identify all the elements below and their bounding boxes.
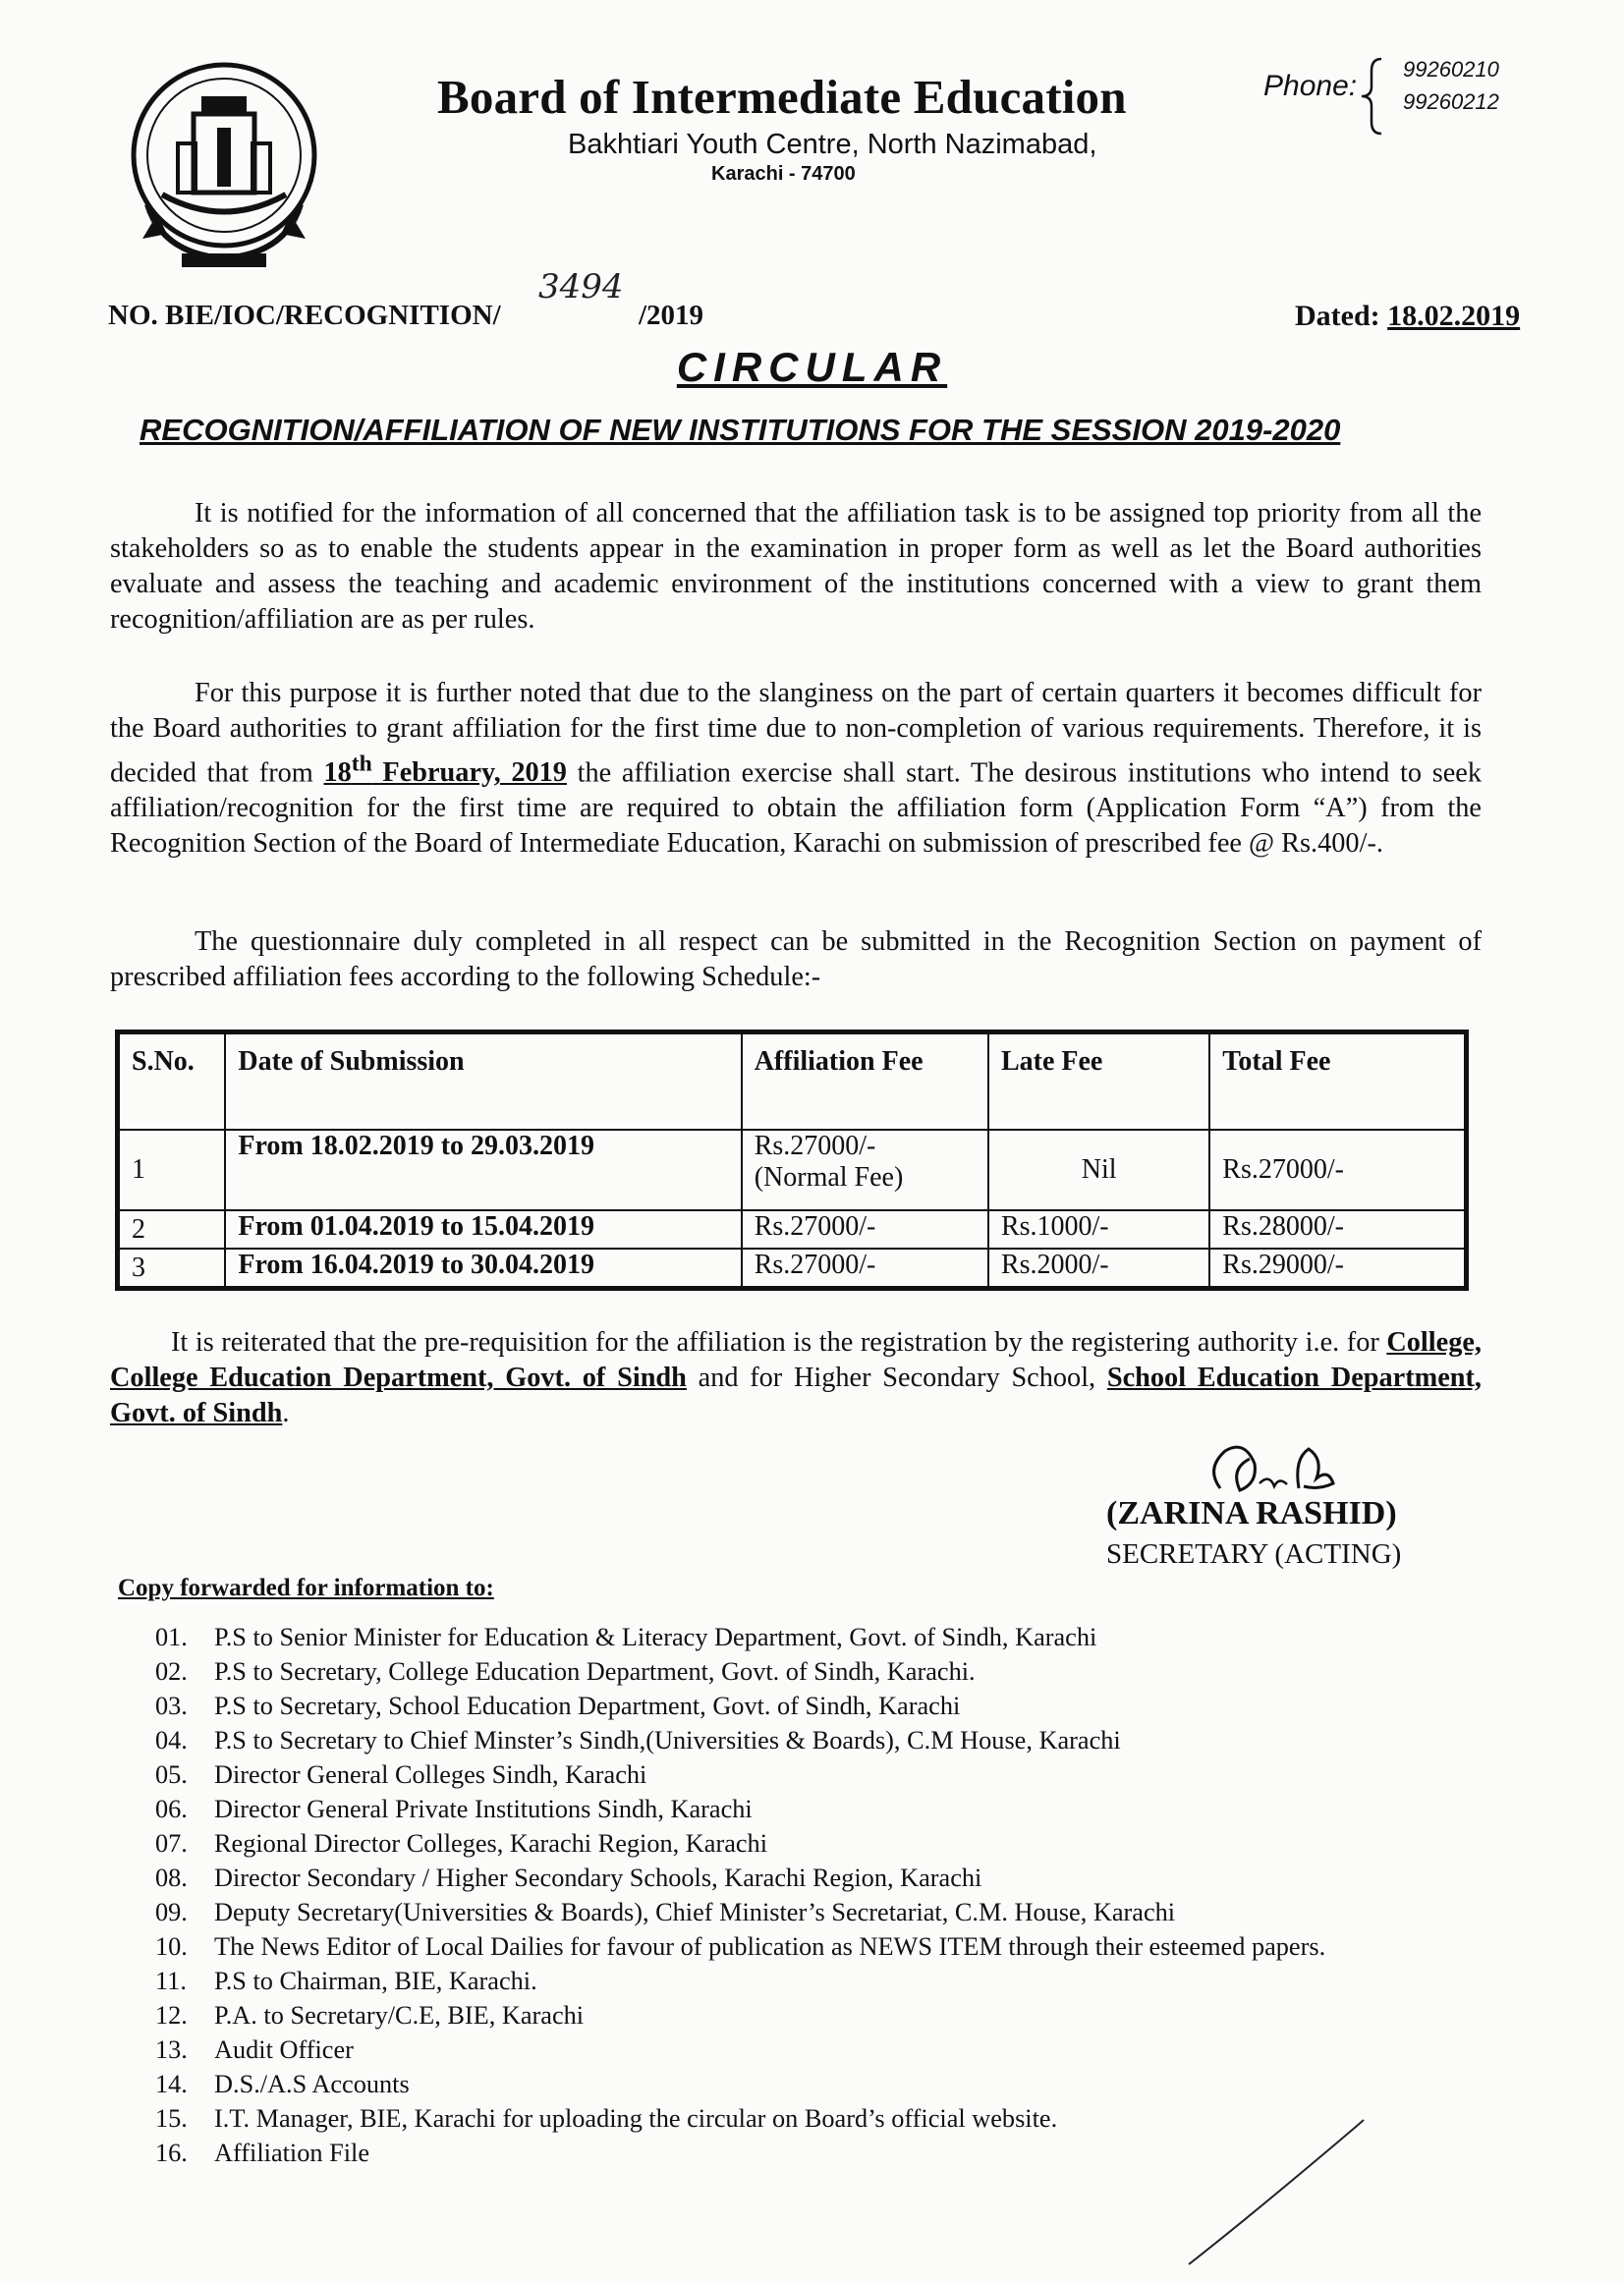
list-item-text: Director Secondary / Higher Secondary Schools, Karachi Region, Karachi xyxy=(214,1864,982,1892)
list-item-number: 16. xyxy=(155,2139,188,2167)
board-seal-logo xyxy=(123,57,329,293)
list-item-text: P.S to Secretary, College Education Department, Govt. of Sindh, Karachi. xyxy=(214,1657,976,1686)
table-row xyxy=(118,1249,1467,1289)
list-item-text: Affiliation File xyxy=(214,2139,370,2167)
pen-stroke-mark xyxy=(1179,2112,1375,2269)
list-item-text: Director General Colleges Sindh, Karachi xyxy=(214,1760,647,1789)
date-line xyxy=(1295,300,1520,333)
list-item-text: Deputy Secretary(Universities & Boards), Chief Minister’s Secretariat, C.M. House, Karachi xyxy=(214,1898,1176,1926)
list-item xyxy=(155,1998,1432,2033)
start-date-month-year: February, 2019 xyxy=(371,757,567,789)
list-item-number: 02. xyxy=(155,1657,188,1686)
cell-late-fee: Nil xyxy=(988,1130,1209,1210)
list-item xyxy=(155,2033,1432,2067)
start-date-day: 18 xyxy=(323,757,352,789)
paragraph-1-text: It is notified for the information of all concerned that the affiliation task is to be assigned top priority from all the stakeholders so as to enable the students appear in the examination in proper form as well as let the Board authorities evaluate and assess the teaching and academic environment of the institutions concerned with a view to grant them recognition/affiliation are as per rules. xyxy=(110,498,1482,635)
address-line-1: Bakhtiari Youth Centre, North Nazimabad, xyxy=(568,129,1097,160)
list-item xyxy=(155,1620,1432,1654)
cell-date: From 18.02.2019 to 29.03.2019 xyxy=(225,1130,741,1210)
cell-sno: 2 xyxy=(118,1210,226,1249)
list-item-text: Director General Private Institutions Sindh, Karachi xyxy=(214,1795,753,1823)
cell-affiliation-fee: Rs.27000/- xyxy=(742,1249,988,1289)
list-item-number: 15. xyxy=(155,2104,188,2133)
list-item-number: 12. xyxy=(155,2001,188,2030)
brace-icon xyxy=(1354,57,1393,136)
cell-sno: 3 xyxy=(118,1249,226,1289)
handwritten-reference-number: 3494 xyxy=(538,267,624,306)
list-item xyxy=(155,2067,1432,2101)
list-item-number: 09. xyxy=(155,1898,188,1926)
list-item xyxy=(155,1861,1432,1895)
list-item-text: P.S to Chairman, BIE, Karachi. xyxy=(214,1967,537,1995)
signatory-name: (ZARINA RASHID) xyxy=(1106,1495,1397,1532)
copy-forwarded-heading: Copy forwarded for information to: xyxy=(118,1575,494,1601)
fee-note: (Normal Fee) xyxy=(754,1162,904,1193)
header-affiliation-fee: Affiliation Fee xyxy=(742,1032,988,1131)
list-item-number: 14. xyxy=(155,2070,188,2098)
list-item-text: P.A. to Secretary/C.E, BIE, Karachi xyxy=(214,2001,585,2030)
list-item-text: D.S./A.S Accounts xyxy=(214,2070,410,2098)
signatory-title: SECRETARY (ACTING) xyxy=(1106,1538,1402,1570)
paragraph-2 xyxy=(110,676,1482,862)
dated-label: Dated: xyxy=(1295,300,1380,332)
list-item-number: 10. xyxy=(155,1932,188,1961)
cell-affiliation-fee xyxy=(742,1130,988,1210)
list-item-text: I.T. Manager, BIE, Karachi for uploading the circular on Board’s official website. xyxy=(214,2104,1058,2133)
list-item xyxy=(155,1895,1432,1929)
cell-sno: 1 xyxy=(118,1130,226,1210)
cell-late-fee: Rs.2000/- xyxy=(988,1249,1209,1289)
paragraph-4 xyxy=(110,1325,1482,1431)
dated-value: 18.02.2019 xyxy=(1387,300,1521,332)
list-item-number: 06. xyxy=(155,1795,188,1823)
header-sno: S.No. xyxy=(118,1032,226,1131)
list-item-number: 01. xyxy=(155,1623,188,1651)
phone-number-2: 99260212 xyxy=(1403,89,1499,114)
list-item-number: 08. xyxy=(155,1864,188,1892)
copy-forwarded-list xyxy=(155,1620,1432,2170)
start-date-suffix: th xyxy=(351,752,372,777)
table-header-row xyxy=(118,1032,1467,1131)
header-late-fee: Late Fee xyxy=(988,1032,1209,1131)
college-authority: College, College Education Department, Govt. of Sindh xyxy=(110,1327,1482,1393)
fee-amount: Rs.27000/- xyxy=(754,1131,876,1161)
list-item xyxy=(155,1929,1432,1964)
list-item-text: The News Editor of Local Dailies for favour of publication as NEWS ITEM through their esteemed papers. xyxy=(214,1932,1326,1961)
list-item xyxy=(155,1792,1432,1826)
paragraph-4-text-b: and for Higher Secondary School, xyxy=(686,1363,1107,1393)
table-row xyxy=(118,1210,1467,1249)
cell-date: From 01.04.2019 to 15.04.2019 xyxy=(225,1210,741,1249)
list-item xyxy=(155,1826,1432,1861)
list-item-text: Regional Director Colleges, Karachi Region, Karachi xyxy=(214,1829,767,1858)
start-date xyxy=(323,752,567,789)
paragraph-2-text-b: the affiliation exercise shall start. The desirous institutions who intend to seek affiliation/recognition for the first time are required to obtain the affiliation form (Application Form “A”) from the Recognition Section of the Board of Intermediate Education, Karachi on submission of prescribed fee @ Rs.400/-. xyxy=(110,757,1482,860)
cell-date: From 16.04.2019 to 30.04.2019 xyxy=(225,1249,741,1289)
paragraph-1 xyxy=(110,496,1482,638)
list-item xyxy=(155,1757,1432,1792)
cell-late-fee: Rs.1000/- xyxy=(988,1210,1209,1249)
list-item xyxy=(155,1654,1432,1689)
reference-number: NO. BIE/IOC/RECOGNITION/ xyxy=(108,300,501,331)
header-total-fee: Total Fee xyxy=(1209,1032,1466,1131)
phone-number-1: 99260210 xyxy=(1403,57,1499,82)
circular-title: CIRCULAR xyxy=(676,344,948,390)
list-item-text: P.S to Secretary to Chief Minster’s Sindh,(Universities & Boards), C.M House, Karachi xyxy=(214,1726,1121,1755)
organization-name: Board of Intermediate Education xyxy=(437,70,1127,124)
list-item xyxy=(155,1723,1432,1757)
paragraph-4-text-a: It is reiterated that the pre-requisition for the affiliation is the registration by the registering authority i.e. for xyxy=(171,1327,1387,1358)
list-item-number: 07. xyxy=(155,1829,188,1858)
list-item-text: P.S to Senior Minister for Education & Literacy Department, Govt. of Sindh, Karachi xyxy=(214,1623,1097,1651)
list-item xyxy=(155,1689,1432,1723)
cell-total-fee: Rs.28000/- xyxy=(1209,1210,1466,1249)
list-item-number: 11. xyxy=(155,1967,187,1995)
paragraph-4-text-c: . xyxy=(282,1398,290,1428)
list-item-number: 04. xyxy=(155,1726,188,1755)
cell-affiliation-fee: Rs.27000/- xyxy=(742,1210,988,1249)
list-item-text: Audit Officer xyxy=(214,2035,354,2064)
paragraph-3 xyxy=(110,924,1482,995)
school-authority: School Education Department, Govt. of Sindh xyxy=(110,1363,1482,1428)
list-item-number: 13. xyxy=(155,2035,188,2064)
list-item-text: P.S to Secretary, School Education Department, Govt. of Sindh, Karachi xyxy=(214,1692,961,1720)
list-item xyxy=(155,1964,1432,1998)
table-row xyxy=(118,1130,1467,1210)
cell-total-fee: Rs.27000/- xyxy=(1209,1130,1466,1210)
fee-schedule-table xyxy=(115,1030,1469,1291)
address-line-2: Karachi - 74700 xyxy=(711,163,856,185)
list-item-number: 05. xyxy=(155,1760,188,1789)
paragraph-2-text-a: For this purpose it is further noted that due to the slanginess on the part of certain quarters it becomes difficult for the Board authorities to grant affiliation for the first time due to non-completion of various requirements. Therefore, it is decided that from xyxy=(110,678,1482,789)
list-item-number: 03. xyxy=(155,1692,188,1720)
paragraph-3-text: The questionnaire duly completed in all respect can be submitted in the Recognition Section on payment of prescribed affiliation fees according to the following Schedule:- xyxy=(110,926,1482,992)
cell-total-fee: Rs.29000/- xyxy=(1209,1249,1466,1289)
header-date-of-submission: Date of Submission xyxy=(225,1032,741,1131)
reference-year: /2019 xyxy=(639,300,704,331)
circular-subject: RECOGNITION/AFFILIATION OF NEW INSTITUTIONS FOR THE SESSION 2019-2020 xyxy=(140,413,1341,447)
phone-label: Phone: xyxy=(1263,70,1358,102)
